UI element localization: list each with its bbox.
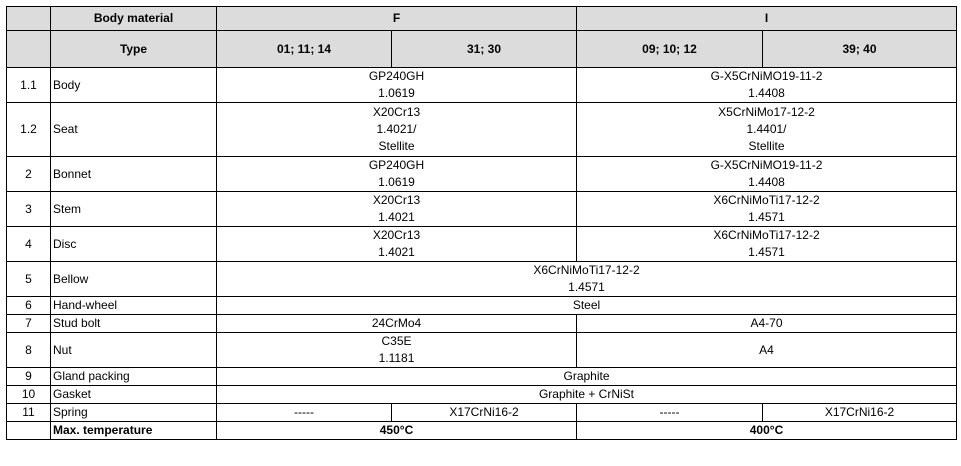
material-i: [577, 103, 957, 157]
material-line: Steel: [572, 298, 601, 312]
body-material-label: Body material: [51, 7, 217, 31]
header-row-body-material: [7, 7, 957, 31]
table-row: [7, 68, 957, 103]
part-name: Bellow: [51, 262, 217, 297]
material-line: 1.0619: [378, 175, 415, 189]
material-i-header: I: [577, 7, 957, 31]
material-f: [217, 157, 577, 192]
material-line: A4-70: [750, 316, 783, 330]
material-line: A4: [759, 342, 774, 357]
table-row: [7, 103, 957, 157]
part-name: Nut: [51, 333, 217, 368]
material-i: [577, 227, 957, 262]
material-f: [217, 315, 577, 333]
material-line: Stellite: [748, 139, 785, 153]
material-line: X20Cr13: [372, 193, 421, 207]
table-row: [7, 386, 957, 404]
material-f: [217, 227, 577, 262]
table-row: [7, 227, 957, 262]
material-line: 1.0619: [378, 86, 415, 100]
part-name: Stud bolt: [51, 315, 217, 333]
material-f: [217, 333, 577, 368]
material-line: C35E: [381, 334, 412, 348]
max-temperature-label: Max. temperature: [51, 422, 217, 440]
material-line: G-X5CrNiMO19-11-2: [710, 69, 823, 83]
header-row-type: [7, 31, 957, 68]
row-number: 7: [7, 315, 51, 333]
material-i: [577, 68, 957, 103]
material-line: 1.4571: [748, 210, 785, 224]
table-row: [7, 333, 957, 368]
material-line: 1.1181: [378, 351, 415, 365]
header-corner-1: [7, 7, 51, 31]
part-name: Bonnet: [51, 157, 217, 192]
type-header-2: 31; 30: [392, 31, 577, 68]
row-number: 1.1: [7, 68, 51, 103]
table-row: [7, 297, 957, 315]
material-line: X5CrNiMo17-12-2: [718, 105, 815, 119]
material-all: [217, 368, 957, 386]
part-name: Spring: [51, 404, 217, 422]
table-row: [7, 262, 957, 297]
part-name: Seat: [51, 103, 217, 157]
material-line: 1.4021/: [376, 122, 417, 136]
max-temperature-row: [7, 422, 957, 440]
material-f: [217, 192, 577, 227]
row-number: 4: [7, 227, 51, 262]
material-all: [217, 262, 957, 297]
material-line: X20Cr13: [372, 228, 421, 242]
material-line: GP240GH: [368, 158, 425, 172]
material-f: [217, 68, 577, 103]
part-name: Stem: [51, 192, 217, 227]
material-line: 1.4401/: [746, 122, 787, 136]
materials-table: [6, 6, 957, 440]
row-number: 5: [7, 262, 51, 297]
material-line: X6CrNiMoTi17-12-2: [533, 263, 640, 277]
table-row: [7, 192, 957, 227]
row-number: 10: [7, 386, 51, 404]
header-corner-2: [7, 31, 51, 68]
material-line: X20Cr13: [372, 105, 421, 119]
material-type-4: X17CrNi16-2: [763, 404, 957, 422]
row-number: 9: [7, 368, 51, 386]
material-line: 1.4571: [748, 245, 785, 259]
material-i: [577, 315, 957, 333]
max-temperature-i: 400°C: [577, 422, 957, 440]
material-line: 1.4021: [378, 210, 415, 224]
material-line: Stellite: [378, 139, 415, 153]
part-name: Hand-wheel: [51, 297, 217, 315]
part-name: Body: [51, 68, 217, 103]
material-line: Graphite + CrNiSt: [538, 387, 635, 401]
type-header-1: 01; 11; 14: [217, 31, 392, 68]
row-number: 3: [7, 192, 51, 227]
material-line: Graphite: [563, 369, 610, 383]
material-line: GP240GH: [368, 69, 425, 83]
type-header-4: 39; 40: [763, 31, 957, 68]
material-line: 1.4408: [748, 86, 785, 100]
material-f-header: F: [217, 7, 577, 31]
material-i: [577, 192, 957, 227]
material-line: 24CrMo4: [371, 316, 422, 330]
material-all: [217, 297, 957, 315]
material-f: [217, 103, 577, 157]
material-line: X6CrNiMoTi17-12-2: [713, 193, 820, 207]
material-line: 1.4408: [748, 175, 785, 189]
table-row: [7, 157, 957, 192]
material-line: X6CrNiMoTi17-12-2: [713, 228, 820, 242]
material-type-3: -----: [577, 404, 763, 422]
material-type-1: -----: [217, 404, 392, 422]
footer-empty-cell: [7, 422, 51, 440]
type-label: Type: [51, 31, 217, 68]
type-header-3: 09; 10; 12: [577, 31, 763, 68]
part-name: Disc: [51, 227, 217, 262]
material-line: G-X5CrNiMO19-11-2: [710, 158, 823, 172]
row-number: 11: [7, 404, 51, 422]
max-temperature-f: 450°C: [217, 422, 577, 440]
material-line: 1.4571: [568, 280, 605, 294]
table-row: [7, 315, 957, 333]
table-row: [7, 404, 957, 422]
row-number: 6: [7, 297, 51, 315]
row-number: 1.2: [7, 103, 51, 157]
material-type-2: X17CrNi16-2: [392, 404, 577, 422]
material-line: 1.4021: [378, 245, 415, 259]
table-row: [7, 368, 957, 386]
row-number: 8: [7, 333, 51, 368]
material-i: [577, 157, 957, 192]
material-all: [217, 386, 957, 404]
part-name: Gland packing: [51, 368, 217, 386]
row-number: 2: [7, 157, 51, 192]
part-name: Gasket: [51, 386, 217, 404]
material-i: [577, 333, 957, 368]
